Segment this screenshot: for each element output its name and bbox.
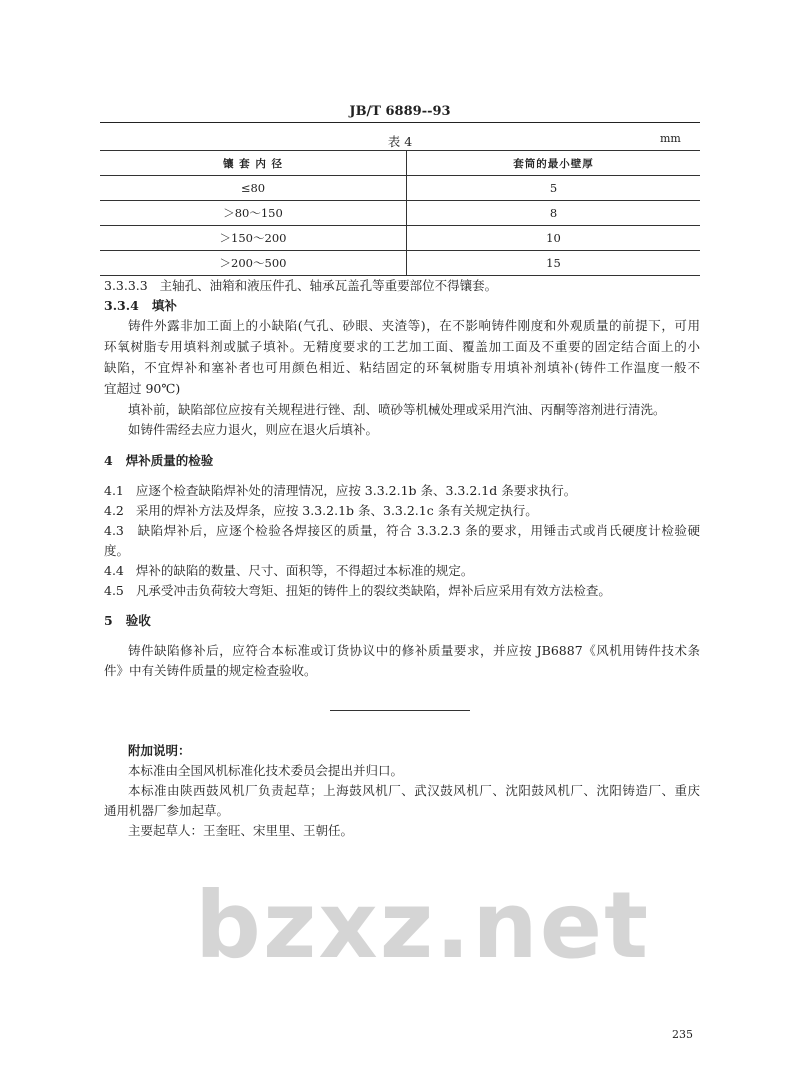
appendix-title: 附加说明： bbox=[128, 743, 191, 758]
clause-text: 主轴孔、油箱和液压件孔、轴承瓦盖孔等重要部位不得镶套。 bbox=[159, 278, 498, 293]
clause-number: 4.5 bbox=[104, 583, 124, 598]
table-cell: ≤80 bbox=[100, 176, 407, 201]
column-header: 镶 套 内 径 bbox=[100, 151, 407, 176]
clause-text: 缺陷焊补后，应逐个检验各焊接区的质量，符合 3.3.2.3 条的要求，用锤击式或肖氏硬度计检验硬 bbox=[137, 523, 700, 538]
watermark: bzxz.net bbox=[195, 872, 651, 979]
document-code-header: JB/T 6889--93 bbox=[349, 104, 451, 119]
paragraph-line: 铸件外露非加工面上的小缺陷(气孔、砂眼、夹渣等)，在不影响铸件刚度和外观质量的前提下，可用 bbox=[128, 318, 700, 333]
appendix-line: 主要起草人：王奎旺、宋里里、王朝任。 bbox=[128, 823, 354, 838]
paragraph-line: 环氧树脂专用填料剂或腻子填补。无精度要求的工艺加工面、覆盖加工面及不重要的固定结合面上的小 bbox=[104, 339, 700, 354]
table-row bbox=[100, 176, 700, 201]
clause-text: 焊补的缺陷的数量、尺寸、面积等，不得超过本标准的规定。 bbox=[135, 563, 474, 578]
clause-number: 4.4 bbox=[104, 563, 124, 578]
table-cell: ＞200～500 bbox=[100, 251, 407, 276]
table-cell: ＞150～200 bbox=[100, 226, 407, 251]
table-row bbox=[100, 201, 700, 226]
table-row bbox=[100, 251, 700, 276]
clause-number: 4.3 bbox=[104, 523, 124, 538]
clause-4-5 bbox=[104, 582, 700, 600]
clause-number: 4.2 bbox=[104, 503, 124, 518]
paragraph-line: 填补前，缺陷部位应按有关规程进行锉、刮、喷砂等机械处理或采用汽油、丙酮等溶剂进行清洗。 bbox=[128, 402, 666, 417]
clause-3-3-4-heading bbox=[104, 297, 700, 315]
clause-4-4 bbox=[104, 562, 700, 580]
clause-text: 采用的焊补方法及焊条，应按 3.3.2.1b 条、3.3.2.1c 条有关规定执行。 bbox=[135, 503, 538, 518]
paragraph-line: 缺陷，不宜焊补和塞补者也可用颜色相近、粘结固定的环氧树脂专用填补剂填补(铸件工作温度一般不 bbox=[104, 360, 700, 375]
section-title: 焊补质量的检验 bbox=[125, 453, 214, 468]
table-cell: 5 bbox=[407, 176, 701, 201]
clause-number: 3.3.3.3 bbox=[104, 278, 148, 293]
table-header-row bbox=[100, 151, 700, 176]
clause-title: 填补 bbox=[151, 298, 177, 313]
section-5-heading bbox=[104, 612, 700, 630]
header-rule bbox=[100, 122, 700, 123]
section-number: 5 bbox=[104, 613, 113, 628]
clause-4-1 bbox=[104, 482, 700, 500]
section-title: 验收 bbox=[125, 613, 151, 628]
page-number: 235 bbox=[672, 1028, 693, 1041]
end-rule bbox=[330, 710, 470, 711]
table-title: 表 4 bbox=[387, 134, 413, 149]
table-cell: 10 bbox=[407, 226, 701, 251]
table-row bbox=[100, 226, 700, 251]
table-4 bbox=[100, 150, 700, 276]
table-cell: 15 bbox=[407, 251, 701, 276]
paragraph-line: 铸件缺陷修补后，应符合本标准或订货协议中的修补质量要求，并应按 JB6887《风机用铸件技术条 bbox=[128, 643, 700, 658]
clause-3-3-3-3 bbox=[104, 277, 700, 295]
clause-4-2 bbox=[104, 502, 700, 520]
paragraph-line: 如铸件需经去应力退火，则应在退火后填补。 bbox=[128, 422, 379, 437]
clause-text: 凡承受冲击负荷较大弯矩、扭矩的铸件上的裂纹类缺陷，焊补后应采用有效方法检查。 bbox=[135, 583, 611, 598]
section-4-heading bbox=[104, 452, 700, 470]
clause-4-3 bbox=[104, 522, 700, 540]
table-unit: mm bbox=[660, 132, 681, 145]
clause-text: 应逐个检查缺陷焊补处的清理情况，应按 3.3.2.1b 条、3.3.2.1d 条要求执行。 bbox=[135, 483, 577, 498]
appendix-line: 本标准由陕西鼓风机厂负责起草；上海鼓风机厂、武汉鼓风机厂、沈阳鼓风机厂、沈阳铸造厂、重庆 bbox=[128, 783, 700, 798]
paragraph-line: 件》中有关铸件质量的规定检查验收。 bbox=[104, 663, 317, 678]
table-cell: ＞80～150 bbox=[100, 201, 407, 226]
appendix-line: 本标准由全国风机标准化技术委员会提出并归口。 bbox=[128, 763, 404, 778]
column-header: 套筒的最小壁厚 bbox=[407, 151, 701, 176]
clause-4-3-continued: 度。 bbox=[104, 543, 130, 558]
section-number: 4 bbox=[104, 453, 113, 468]
clause-number: 4.1 bbox=[104, 483, 124, 498]
appendix-line: 通用机器厂参加起草。 bbox=[104, 803, 230, 818]
paragraph-line: 宜超过 90℃) bbox=[104, 381, 181, 396]
table-cell: 8 bbox=[407, 201, 701, 226]
clause-number: 3.3.4 bbox=[104, 298, 139, 313]
